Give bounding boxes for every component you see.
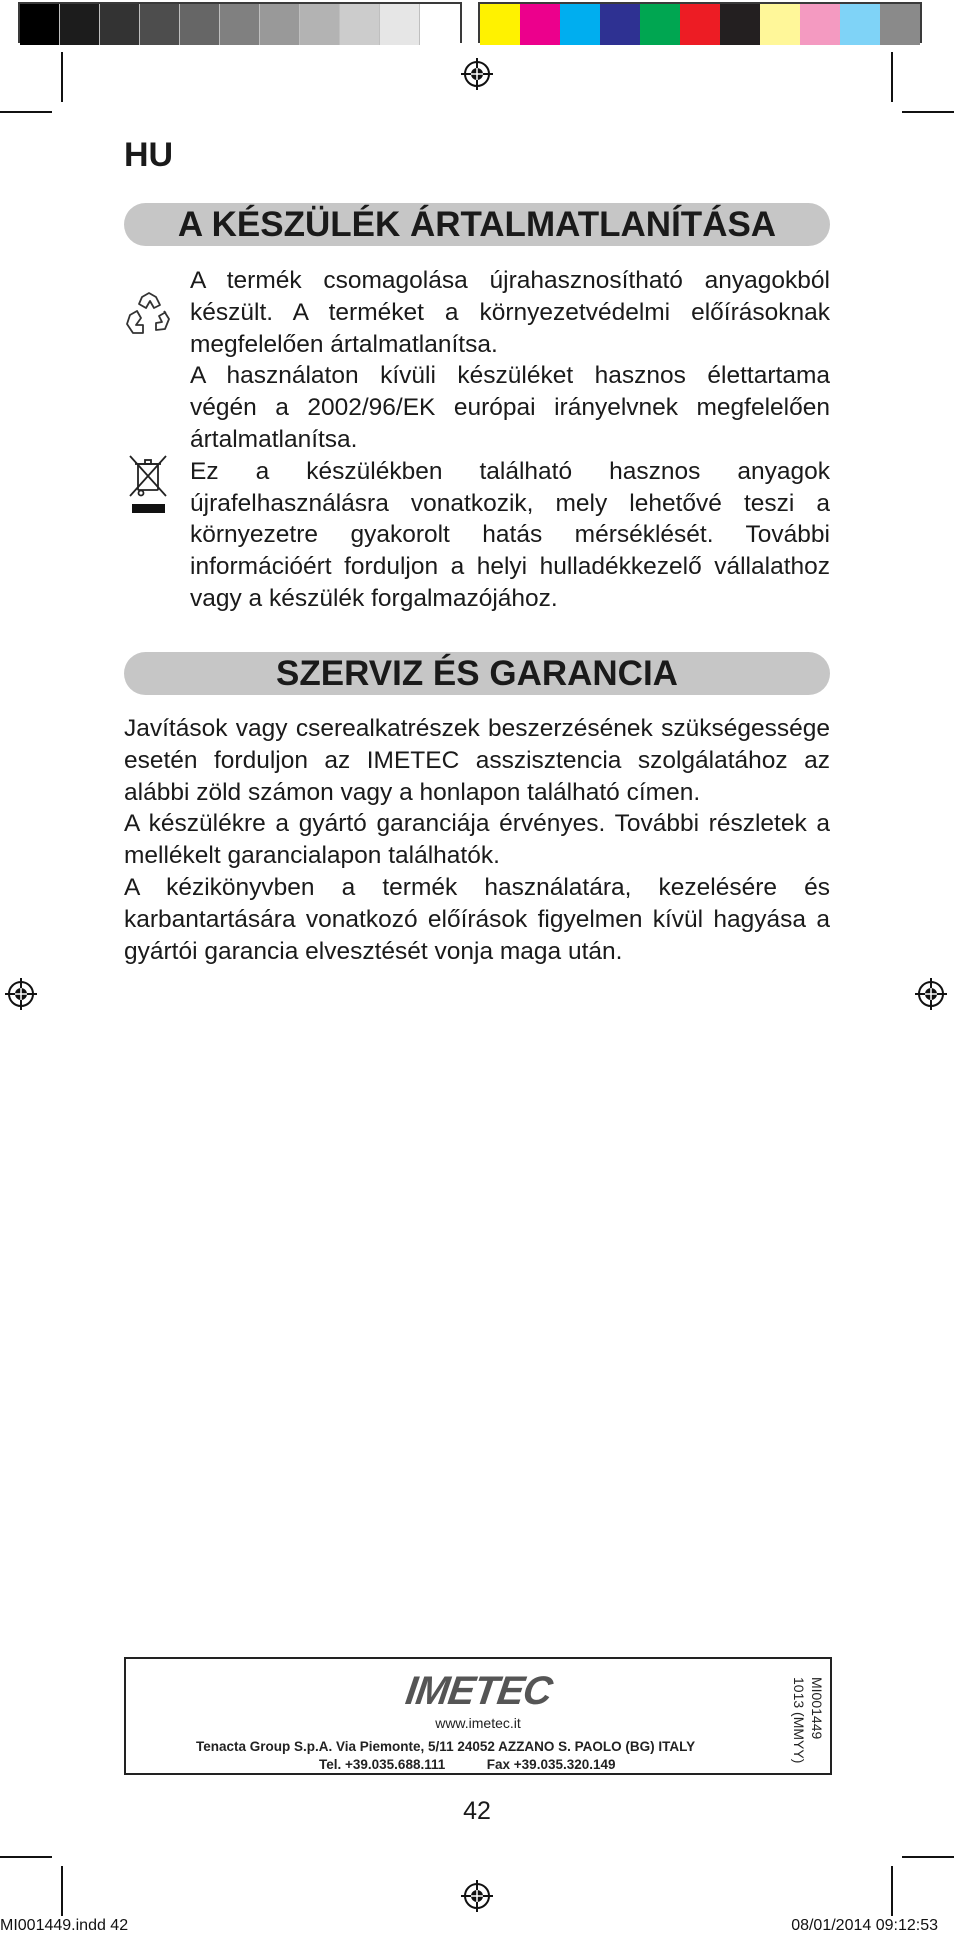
document-code	[786, 1677, 826, 1767]
fax-number: Fax +39.035.320.149	[486, 1757, 616, 1772]
color-swatches	[478, 2, 922, 43]
phone-number: Tel. +39.035.688.111	[319, 1757, 446, 1772]
color-swatch	[720, 4, 760, 45]
crop-mark	[891, 1866, 893, 1916]
color-swatch	[800, 4, 840, 45]
disposal-paragraph-3: Ez a készülékben található hasznos anyagok újrafelhasználásra vonatkozik, mely lehetővé teszi a környezetre gyakorolt hatás mérséklését. További információért forduljon a helyi hulladékkezelő vállalathoz vagy a készülék forgalmazójához.	[190, 457, 830, 612]
recycle-icon	[122, 289, 176, 343]
crop-mark	[891, 52, 893, 102]
crop-mark	[61, 52, 63, 102]
color-calibration-bar	[18, 2, 922, 43]
color-swatch	[480, 4, 520, 45]
doc-date: 1013 (MMYY)	[791, 1677, 807, 1764]
section-title-service: SZERVIZ ÉS GARANCIA	[124, 652, 830, 695]
color-swatch	[840, 4, 880, 45]
service-paragraph-2: A készülékre a gyártó garanciája érvényes. További részletek a mellékelt garancialapon találhatók.	[124, 810, 830, 870]
registration-mark-icon	[913, 976, 949, 1012]
color-swatch	[760, 4, 800, 45]
company-footer-box	[124, 1657, 832, 1775]
color-swatch	[600, 4, 640, 45]
imetec-logo: IMETEC	[402, 1669, 555, 1713]
slug-timestamp: 08/01/2014 09:12:53	[791, 1917, 938, 1934]
crop-mark	[902, 1856, 954, 1858]
crop-mark	[0, 1856, 52, 1858]
phone-fax	[319, 1757, 616, 1772]
color-swatch	[560, 4, 600, 45]
color-swatch	[640, 4, 680, 45]
disposal-paragraph-2: A használaton kívüli készüléket hasznos élettartama végén a 2002/96/EK európai irányelvnek megfelelően ártalmatlanítsa.	[190, 362, 830, 453]
disposal-paragraph-1: A termék csomagolása újrahasznosítható anyagokból készült. A terméket a környezetvédelmi előírásoknak megfelelően ártalmatlanítsa. A használaton kívüli készüléket hasznos élettartama végén a 2002/96/EK európai irányelvnek megfelelően ártalmatlanítsa. Ez a készülékben található hasznos anyagok újrafelhasználásra vonatkozik, mely lehetővé teszi a környezetre gyakorolt hatás mérséklését. További információért forduljon a helyi hulladékkezelő vállalathoz vagy a készülék forgalmazójához.	[190, 265, 830, 615]
color-swatch	[880, 4, 920, 45]
gray-swatch	[140, 4, 180, 45]
gray-swatch	[220, 4, 260, 45]
gray-swatch	[300, 4, 340, 45]
crop-mark	[902, 111, 954, 113]
gray-swatch	[60, 4, 100, 45]
gray-swatch	[420, 4, 460, 45]
section-title-disposal: A KÉSZÜLÉK ÁRTALMATLANÍTÁSA	[124, 203, 830, 246]
gray-swatch	[100, 4, 140, 45]
slug-filename: MI001449.indd 42	[0, 1917, 129, 1934]
registration-mark-icon	[459, 1878, 495, 1914]
gray-swatch	[20, 4, 60, 45]
gray-swatch	[180, 4, 220, 45]
doc-code: MI001449	[809, 1677, 825, 1740]
color-swatch	[520, 4, 560, 45]
crop-mark	[61, 1866, 63, 1916]
gray-swatch	[260, 4, 300, 45]
gray-swatch	[380, 4, 420, 45]
company-address: Tenacta Group S.p.A. Via Piemonte, 5/11 24052 AZZANO S. PAOLO (BG) ITALY	[196, 1739, 696, 1754]
crop-mark	[0, 111, 52, 113]
service-text	[124, 713, 830, 967]
registration-mark-icon	[459, 56, 495, 92]
color-swatch	[680, 4, 720, 45]
registration-mark-icon	[3, 976, 39, 1012]
website-link[interactable]: www.imetec.it	[435, 1715, 521, 1731]
page-number: 42	[463, 1797, 491, 1825]
service-paragraph-1: Javítások vagy cserealkatrészek beszerzésének szükségessége esetén forduljon az IMETEC asszisztencia szolgálatához az alábbi zöld számon vagy a honlapon található címen.	[124, 715, 830, 806]
service-paragraph-3: A kézikönyvben a termék használatára, kezelésére és karbantartására vonatkozó előírások figyelmen kívül hagyása a gyártói garancia elvesztését vonja maga után.	[124, 873, 830, 965]
weee-bin-icon	[128, 452, 170, 514]
grayscale-swatches	[18, 2, 462, 43]
gray-swatch	[340, 4, 380, 45]
language-code: HU	[124, 136, 174, 174]
